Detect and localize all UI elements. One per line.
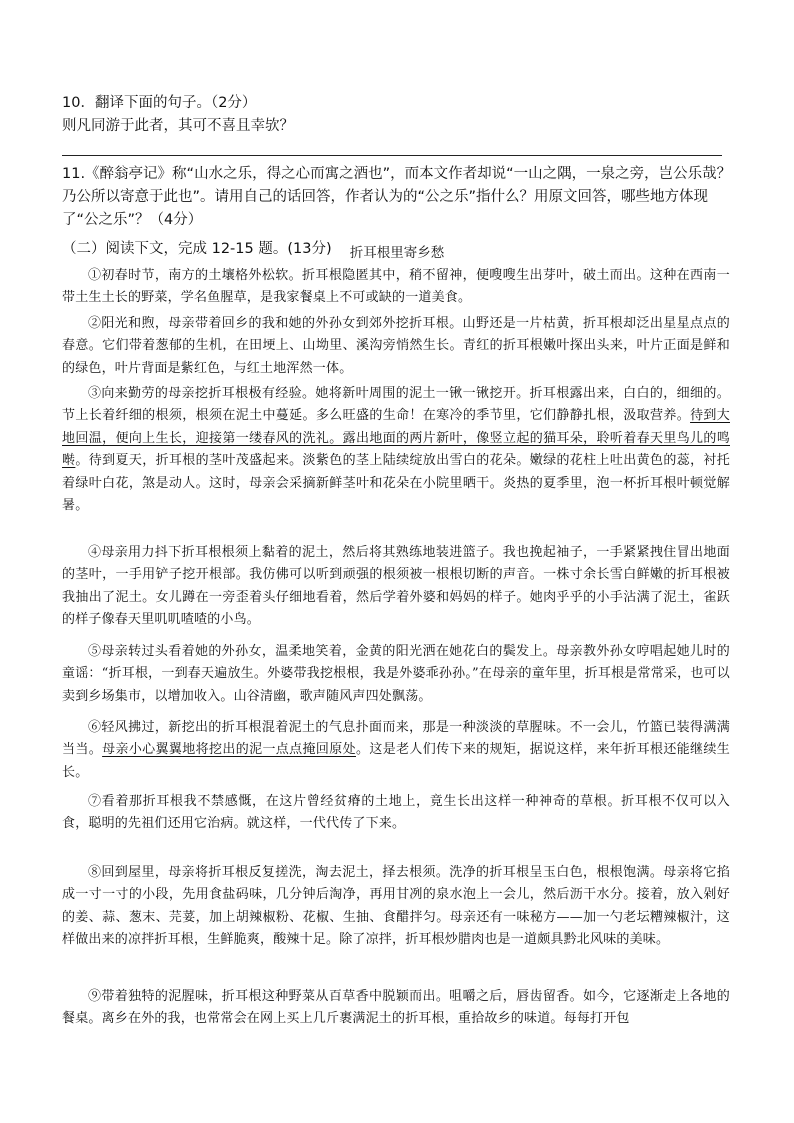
paragraph-6 xyxy=(62,717,730,784)
answer-line xyxy=(62,155,722,156)
paragraph-3 xyxy=(62,383,730,517)
paragraph-6-part-2: 。这是老人们传下来的规矩，据说这样，来年折耳根还能继续生长。 xyxy=(62,742,730,780)
article-title: 折耳根里寄乡愁 xyxy=(349,245,445,261)
paragraph-7: ⑦看着那折耳根我不禁感慨，在这片曾经贫瘠的土地上，竟生长出这样一种神奇的草根。折耳根不仅可以入食，聪明的先祖们还用它治病。就这样，一代代传了下来。 xyxy=(62,794,730,832)
question-11: 11.《醉翁亭记》称“山水之乐，得之心而寓之酒也”，而本文作者却说“一山之隅，一泉之旁，岂公乐哉？乃公所以寄意于此也”。请用自己的话回答，作者认为的“公之乐”指什么？用原文回答，哪些地方体现了“公之乐”？（4分） xyxy=(62,166,732,228)
paragraph-3-part-1: ③向来勤劳的母亲挖折耳根极有经验。她将新叶周围的泥土一锹一锹挖开。折耳根露出来，白白的，细细的。节上长着纤细的根须，根须在泥土中蔓延。多么旺盛的生命！在寒冷的季节里，它们静静扎根，汲取营养。 xyxy=(62,386,730,424)
paragraph-9: ⑨带着独特的泥腥味，折耳根这种野菜从百草香中脱颖而出。咀嚼之后，唇齿留香。如今，它逐渐走上各地的餐桌。离乡在外的我，也常常会在网上买上几斤裹满泥土的折耳根，重拾故乡的味道。每每打开包 xyxy=(62,989,730,1027)
question-10-sentence: 则凡同游于此者，其可不喜且幸欤？ xyxy=(62,118,294,134)
paragraph-6-underlined: 母亲小心翼翼地将挖出的泥一点点掩回原处 xyxy=(102,742,356,758)
paragraph-6-part-1: ⑥轻风拂过，新挖出的折耳根混着泥土的气息扑面而来，那是一种淡淡的草腥味。不一会儿，竹篮已装得满满当当。 xyxy=(62,720,730,758)
paragraph-3-part-2: 。待到夏天，折耳根的茎叶茂盛起来。淡紫色的茎上陆续绽放出雪白的花朵。嫩绿的花柱上吐出黄色的蕊，衬托着绿叶白花，煞是动人。这时，母亲会采摘新鲜茎叶和花朵在小院里晒干。炎热的夏季里，泡一杯折耳根叶顿觉解暑。 xyxy=(62,453,730,514)
paragraph-8: ⑧回到屋里，母亲将折耳根反复搓洗，淘去泥土，择去根须。洗净的折耳根呈玉白色，根根饱满。母亲将它掐成一寸一寸的小段，先用食盐码味，几分钟后淘净，再用甘冽的泉水泡上一会儿，然后沥干水分。接着，放入剁好的姜、蒜、葱末、芫荽，加上胡辣椒粉、花椒、生抽、食醋拌匀。母亲还有一味秘方——加一勺老坛糟辣椒汁，这样做出来的凉拌折耳根，生鲜脆爽，酸辣十足。除了凉拌，折耳根炒腊肉也是一道颇具黔北风味的美味。 xyxy=(62,865,730,948)
question-10-heading: 10．翻译下面的句子。（2分） xyxy=(62,95,257,111)
paragraph-5: ⑤母亲转过头看着她的外孙女，温柔地笑着，金黄的阳光洒在她花白的鬓发上。母亲教外孙女哼唱起她儿时的童谣：“折耳根，一到春天遍放生。外婆带我挖根根，我是外婆乖孙孙。”在母亲的童年里，折耳根是常常采，也可以卖到乡场集市，以增加收入。山谷清幽，歌声随风声四处飘荡。 xyxy=(62,644,730,704)
paragraph-2: ②阳光和煦，母亲带着回乡的我和她的外孙女到郊外挖折耳根。山野还是一片枯黄，折耳根却泛出星星点点的春意。它们带着葱郁的生机，在田埂上、山坳里、溪沟旁悄然生长。青红的折耳根嫩叶探出头来，叶片正面是鲜和的绿色，叶片背面是紫红色，与红土地浑然一体。 xyxy=(62,316,730,376)
paragraph-3-underlined: 待到大地回温，便向上生长，迎接第一缕春风的洗礼。露出地面的两片新叶，像竖立起的猫耳朵，聆听着春天里鸟儿的鸣啭 xyxy=(62,408,730,469)
section-2-heading: （二）阅读下文，完成 12-15 题。(13分) xyxy=(62,241,332,257)
paragraph-1: ①初春时节，南方的土壤格外松软。折耳根隐匿其中，稍不留神，便嗖嗖生出芽叶，破土而出。这种在西南一带土生土长的野菜，学名鱼腥草，是我家餐桌上不可或缺的一道美食。 xyxy=(62,268,730,306)
paragraph-4: ④母亲用力抖下折耳根根须上黏着的泥土，然后将其熟练地装进篮子。我也挽起袖子，一手紧紧拽住冒出地面的茎叶，一手用铲子挖开根部。我仿佛可以听到顽强的根须被一根根切断的声音。一株寸余长雪白鲜嫩的折耳根被我抽出了泥土。女儿蹲在一旁歪着头仔细地看着，然后学着外婆和妈妈的样子。她肉乎乎的小手沾满了泥土，雀跃的样子像春天里叽叽喳喳的小鸟。 xyxy=(62,545,730,628)
